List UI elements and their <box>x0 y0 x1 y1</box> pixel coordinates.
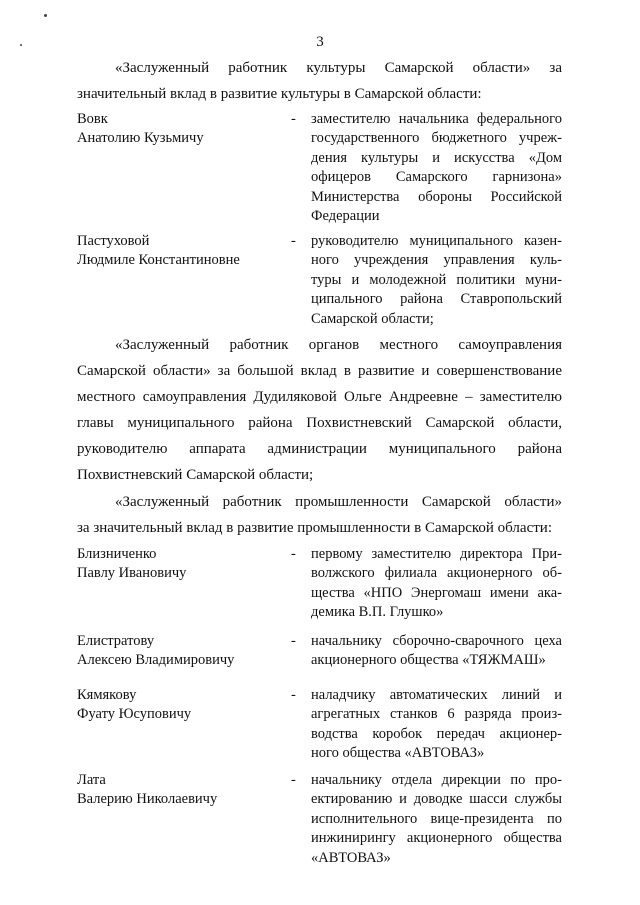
position-line: дения культуры и искусства «Дом <box>311 149 562 166</box>
awardee-position <box>311 545 562 623</box>
text-line: «Заслуженный работник промышленности Самарской области» <box>115 494 562 510</box>
awardee-position <box>311 632 562 671</box>
awardee-position <box>311 232 562 329</box>
position-line: «АВТОВАЗ» <box>311 849 391 866</box>
awardee-name <box>77 771 277 810</box>
awardee-given-name: Анатолию Кузьмичу <box>77 130 204 147</box>
position-line: волжского филиала акционерного об- <box>311 565 562 582</box>
awardee-position <box>311 110 562 226</box>
position-line: акционерного общества «ТЯЖМАШ» <box>311 652 546 669</box>
awardee-name <box>77 545 277 584</box>
position-line: ципального района Ставропольский <box>311 291 562 308</box>
awardee-surname: Елистратову <box>77 633 155 649</box>
text-line: «Заслуженный работник культуры Самарской области» за <box>115 60 562 76</box>
text-line: значительный вклад в развитие культуры в Самарской области: <box>77 86 482 102</box>
dash: - <box>291 687 296 703</box>
position-line: наладчику автоматических линий и <box>311 687 562 703</box>
position-line: первому заместителю директора При- <box>311 546 562 562</box>
text-line: Самарской области» за большой вклад в развитие и совершенствование <box>77 363 562 379</box>
position-line: водства коробок передач акционер- <box>311 725 562 742</box>
position-line: исполнительного вице-президента по <box>311 810 562 827</box>
position-line: демика В.П. Глушко» <box>311 604 444 621</box>
position-line: агрегатных станков 6 разряда произ- <box>311 706 562 723</box>
local-government-award-paragraph <box>77 332 562 488</box>
awardee-name <box>77 686 277 725</box>
position-line: ектированию и доводке шасси службы <box>311 791 562 808</box>
awardee-given-name: Валерию Николаевичу <box>77 791 218 808</box>
awardee-surname: Лата <box>77 772 106 788</box>
awardee-name <box>77 232 277 271</box>
awardee-name <box>77 632 277 671</box>
text-line: руководителю аппарата администрации муниципального района <box>77 441 562 457</box>
scan-speck <box>44 14 47 17</box>
dash: - <box>291 772 296 788</box>
awardee-surname: Пастуховой <box>77 233 150 249</box>
text-line: «Заслуженный работник органов местного самоуправления <box>115 337 562 353</box>
position-line: Федерации <box>311 207 380 224</box>
position-line: ного общества «АВТОВАЗ» <box>311 745 485 762</box>
culture-award-intro <box>77 55 562 107</box>
position-line: инжинирингу акционерного общества <box>311 830 562 847</box>
awardee-given-name: Фуату Юсуповичу <box>77 706 192 723</box>
dash: - <box>291 233 296 249</box>
page-number: 3 <box>316 34 324 50</box>
text-line: Похвистневский Самарской области; <box>77 467 314 483</box>
text-line: главы муниципального района Похвистневский Самарской области, <box>77 415 562 431</box>
position-line: офицеров Самарского гарнизона» <box>311 169 562 186</box>
position-line: начальнику отдела дирекции по про- <box>311 772 562 788</box>
position-line: государственного бюджетного учреж- <box>311 130 562 147</box>
awardee-position <box>311 686 562 764</box>
position-line: туры и молодежной политики муни- <box>311 271 562 288</box>
awardee-given-name: Людмиле Константиновне <box>77 252 240 269</box>
industry-award-intro <box>77 489 562 541</box>
awardee-surname: Кямякову <box>77 687 137 703</box>
position-line: щества «НПО Энергомаш имени ака- <box>311 584 562 601</box>
position-line: ного учреждения управления куль- <box>311 252 562 269</box>
awardee-name <box>77 110 277 149</box>
position-line: руководителю муниципального казен- <box>311 233 562 249</box>
dash: - <box>291 633 296 649</box>
awardee-given-name: Алексею Владимировичу <box>77 652 235 669</box>
position-line: Министерства обороны Российской <box>311 188 562 205</box>
awardee-surname: Вовк <box>77 111 108 127</box>
position-line: заместителю начальника федерального <box>311 111 562 127</box>
position-line: Самарской области; <box>311 310 434 327</box>
dash: - <box>291 546 296 562</box>
text-line: за значительный вклад в развитие промышленности в Самарской области: <box>77 520 552 536</box>
position-line: начальнику сборочно-сварочного цеха <box>311 633 562 649</box>
text-line: местного самоуправления Дудиляковой Ольге Андреевне – заместителю <box>77 389 562 405</box>
awardee-given-name: Павлу Ивановичу <box>77 565 187 582</box>
awardee-position <box>311 771 562 868</box>
awardee-surname: Близниченко <box>77 546 157 562</box>
dash: - <box>291 111 296 127</box>
